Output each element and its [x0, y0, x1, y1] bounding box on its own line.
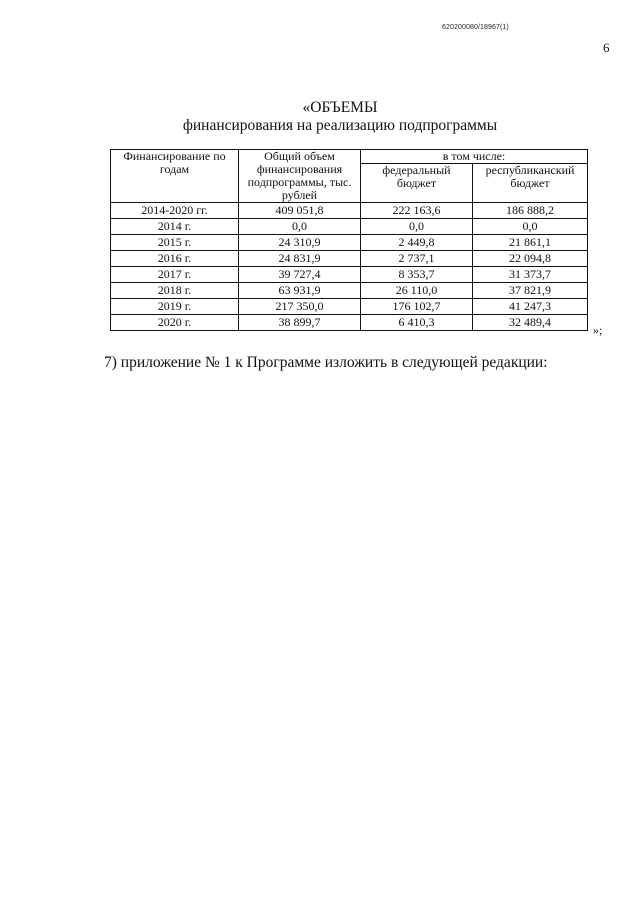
- section-title: [0, 99, 640, 135]
- title-line-2: финансирования на реализацию подпрограммы: [182, 117, 498, 134]
- cell-republican: 31 373,7: [473, 267, 588, 283]
- cell-republican: 186 888,2: [473, 203, 588, 219]
- cell-republican: 37 821,9: [473, 283, 588, 299]
- cell-republican: 22 094,8: [473, 251, 588, 267]
- cell-year: 2020 г.: [111, 315, 239, 331]
- cell-federal: 176 102,7: [361, 299, 473, 315]
- cell-total: 0,0: [239, 219, 361, 235]
- cell-total: 38 899,7: [239, 315, 361, 331]
- header-financing-by-years: Финансирование по годам: [111, 150, 239, 203]
- cell-federal: 222 163,6: [361, 203, 473, 219]
- cell-total: 24 310,9: [239, 235, 361, 251]
- table-row: [111, 299, 588, 315]
- cell-year: 2018 г.: [111, 283, 239, 299]
- header-including-group: в том числе:: [361, 150, 588, 164]
- table-row: [111, 315, 588, 331]
- cell-republican: 32 489,4: [473, 315, 588, 331]
- cell-federal: 6 410,3: [361, 315, 473, 331]
- cell-year: 2016 г.: [111, 251, 239, 267]
- table-row: [111, 251, 588, 267]
- header-total-volume: Общий объем финансирования подпрограммы, тыс. рублей: [239, 150, 361, 203]
- table-row: [111, 219, 588, 235]
- table-row: [111, 203, 588, 219]
- cell-year: 2019 г.: [111, 299, 239, 315]
- table-row: [111, 283, 588, 299]
- cell-republican: 0,0: [473, 219, 588, 235]
- cell-republican: 41 247,3: [473, 299, 588, 315]
- cell-year: 2015 г.: [111, 235, 239, 251]
- table-row: [111, 267, 588, 283]
- title-line-1: «ОБЪЕМЫ: [302, 99, 378, 116]
- cell-republican: 21 861,1: [473, 235, 588, 251]
- amendment-paragraph: 7) приложение № 1 к Программе изложить в следующей редакции:: [104, 354, 548, 371]
- document-code: 620200080/18967(1): [442, 24, 509, 31]
- cell-federal: 2 737,1: [361, 251, 473, 267]
- cell-federal: 0,0: [361, 219, 473, 235]
- table-row: [111, 235, 588, 251]
- closing-quote-mark: »;: [593, 323, 603, 337]
- cell-total: 409 051,8: [239, 203, 361, 219]
- financing-table: [110, 149, 588, 331]
- cell-year: 2014 г.: [111, 219, 239, 235]
- cell-total: 217 350,0: [239, 299, 361, 315]
- cell-total: 63 931,9: [239, 283, 361, 299]
- cell-federal: 2 449,8: [361, 235, 473, 251]
- cell-federal: 26 110,0: [361, 283, 473, 299]
- cell-year: 2014-2020 гг.: [111, 203, 239, 219]
- header-federal-budget: федеральный бюджет: [361, 164, 473, 203]
- cell-total: 24 831,9: [239, 251, 361, 267]
- cell-total: 39 727,4: [239, 267, 361, 283]
- page-number: 6: [603, 40, 610, 55]
- cell-federal: 8 353,7: [361, 267, 473, 283]
- cell-year: 2017 г.: [111, 267, 239, 283]
- header-republican-budget: республиканский бюджет: [473, 164, 588, 203]
